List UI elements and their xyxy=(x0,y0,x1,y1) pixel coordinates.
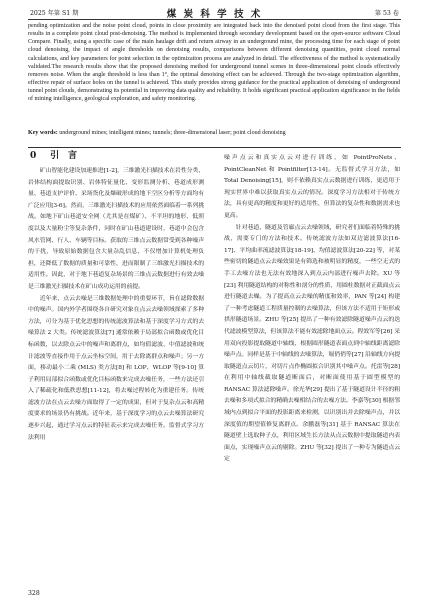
right-column xyxy=(224,153,400,581)
page-number: 328 xyxy=(28,590,40,597)
keywords-text: underground mines; intelligent mines; tunnels; three-dimensional laser; point cloud denoising xyxy=(57,130,286,136)
abstract-rule xyxy=(28,147,401,148)
header-rule xyxy=(28,19,401,20)
paragraph: 矿山智能化建设加速推进[1-2]，三维激光扫描技术在岩性分类、岩体结构面提取识别、岩体特征量化、变形监测分析、巷道成形测量、巷道支护评价、采场货化及爆破形成的地下空区分析等方面均有广泛应用[3-6]。然而，三维激光扫描技术的应用依然面临着一系列挑战。如地下矿山巷道安全网（尤其是在煤矿）、不平坦的地形、低照度以及大量粉尘等复杂条件，同时在矿山巷道建设时，巷道中会包含风水管网、行人、车辆等目标。获取的三维点云数据常受到各种噪声的干扰，导致原始数据包含大量杂乱信息，不仅增加计算机处理负担，还降低了数据的质量和可靠性，进而限制了三维激光扫描技术的适用性。因此，对于地下巷道复杂场景的三维点云数据进行有效去噪是三维激光扫描技术在矿山成功运用的前提。 xyxy=(28,168,204,290)
issue-label: 2025 年第 S1 期 xyxy=(30,10,79,17)
left-column xyxy=(28,149,204,581)
journal-title: 煤 炭 科 学 技 术 xyxy=(166,9,263,20)
section-title: 引 言 xyxy=(50,151,77,161)
english-abstract: pending optimization and the noise point cloud, points in close proximity are integrated back into the denoised point cloud from the first stage. This results in a complete point cloud post-denoising. The method is implemented through secondary development based on the open-source software Cloud Compare. Finally, using a specific case of the main haulage drift and return airway in an underground mine, the processing time for each stage of point cloud denoising, the impact of angle thresholds on denoising results, comparisons between different denoising quantities, point cloud normal calculations, and key parameters for point selection in the optimization process are analyzed in detail. The effectiveness of the method is systematically validated.The research results show that the proposed denoising method for underground tunnel scenes in three-dimensional point clouds effectively removes noise. When the angle threshold is less than 1°, the optimal denoising effect can be achieved. Through the two-stage optimization algorithm, effective repair of surface holes on the tunnel is achieved. This study provides strong guidance for the practical application of denoising of underground tunnel point clouds, demonstrating its potential in improving data quality and reliability. It holds significant practical application significance in the fields of mining intelligence, geological exploration, and safety monitoring. xyxy=(28,23,400,103)
section-number: 0 xyxy=(30,151,37,161)
paragraph: 噪声点云和真实点云对进行训练，如 PointProNets、PointCleanNet 和 Pointfilter[13-14]。无监督式学习方法，如 Total Denoising[15]，则不依赖真实点云数据进行训练，更适用于现实世界中难以获取真实点云的情况。深度学习方法相对于传统方法，具有更高的精度和更好的适用性，但算法的复杂性和数据需求也更高。 xyxy=(224,155,400,219)
volume-label: 第 53 卷 xyxy=(374,10,399,17)
keywords-label: Key words: xyxy=(28,130,58,136)
paragraph: 针对巷道、隧道及管廊点云去噪领域，研究者们面临着特殊的挑战，需要专门的方法和技术。传统滤波方法如双边滤波算法[16-17]、平均曲率流滤波算法[18-19]、均值滤波算法[20-22] 等，对某些密切的隧道点云去噪效果是有筛选和被明显的精度，一些空无式的手工去噪方法也无法有效地深入到点云内部进行噪声去除。XU 等[23] 利用隧道结构的对称性和剖分的性质，用圆柱数据对正截面点云进行隧道去燥。为了提高点云去噪的精度和效率，PAN 等[24] 构建了一种考虑隧道工程质量控制的去噪算法，但该方法不适用于矩形或拱形隧道场景。ZHU 等[25] 提出了一种有效滤除隧道噪声点云的迭代滤波模型算法，但该算法不能有效滤除地面点云。程效军等[26] 采用双向投影提取隧道中轴线，根据圆形隧道表面点到中轴线距离滤除噪声点。同样是基于中轴线的去噪算法，堀俏俏等[27] 沿轴线方向提取隧道点云切片，对切片点作椭圆拟合识别其中噪声点。托雷等[28] 在利用中轴线截取隧道断面后，对断面使用基于圆型模型的 RANSAC 算法滤除噪声。徐光华[29] 提出了基于隧道设计半径的粗去噪和多项式拟合的精确去噪相结合的去噪方法。李嘉等[30] 根据邻域内点到拟合平面的投影距离来检测，以识别出并去除噪声点，并以深度值的期望值修复离群点。余鹏磊等[31] 基于 RANSAC 算法在隧道壁上选取种子点，利用区域生长方法从点云数据中提取隧道内表面点，实现噪声点云的剔除。ZHU 等[32] 提出了一种专为隧道点云定 xyxy=(224,224,400,463)
running-header xyxy=(30,7,399,18)
keywords xyxy=(28,129,400,137)
section-heading xyxy=(30,149,204,163)
paragraph: 近年来，点云去噪是三维数据处理中的重要环节，旨在滤除数据中的噪声。国内外学者围绕各自研究对象在点云去噪领域探索了多种方法，可分为基于优化思想的传统滤波算法和基于深度学习方式的去噪算法 2 大类。传统滤波算法[7] 通常依赖于局部拟合函数或优化目标函数，以去除点云中的噪声和离群点，如均值滤波、中值滤波和统计滤波等直接作用于点云坐标空间，用于去除离群点和噪声；另一方面，移动最小二乘 (MLS) 类方法[8] 和 LOP、WLOP 等[9-10] 算子利用局部拟合函数或优化目标函数来完成去噪任务，一些方法还引入了稀疏化和低秩思想[11-12]，将去噪过程转化为重建任务。传统滤波方法在点云去噪方面取得了一定的成果，但对于复杂点云和高精度要求的场景仍有挑战。近年来，基于深度学习的点云去噪算法研究逐步兴起，通过学习点云的特征表示来完成去噪任务。监督式学习方法利用 xyxy=(28,295,204,441)
